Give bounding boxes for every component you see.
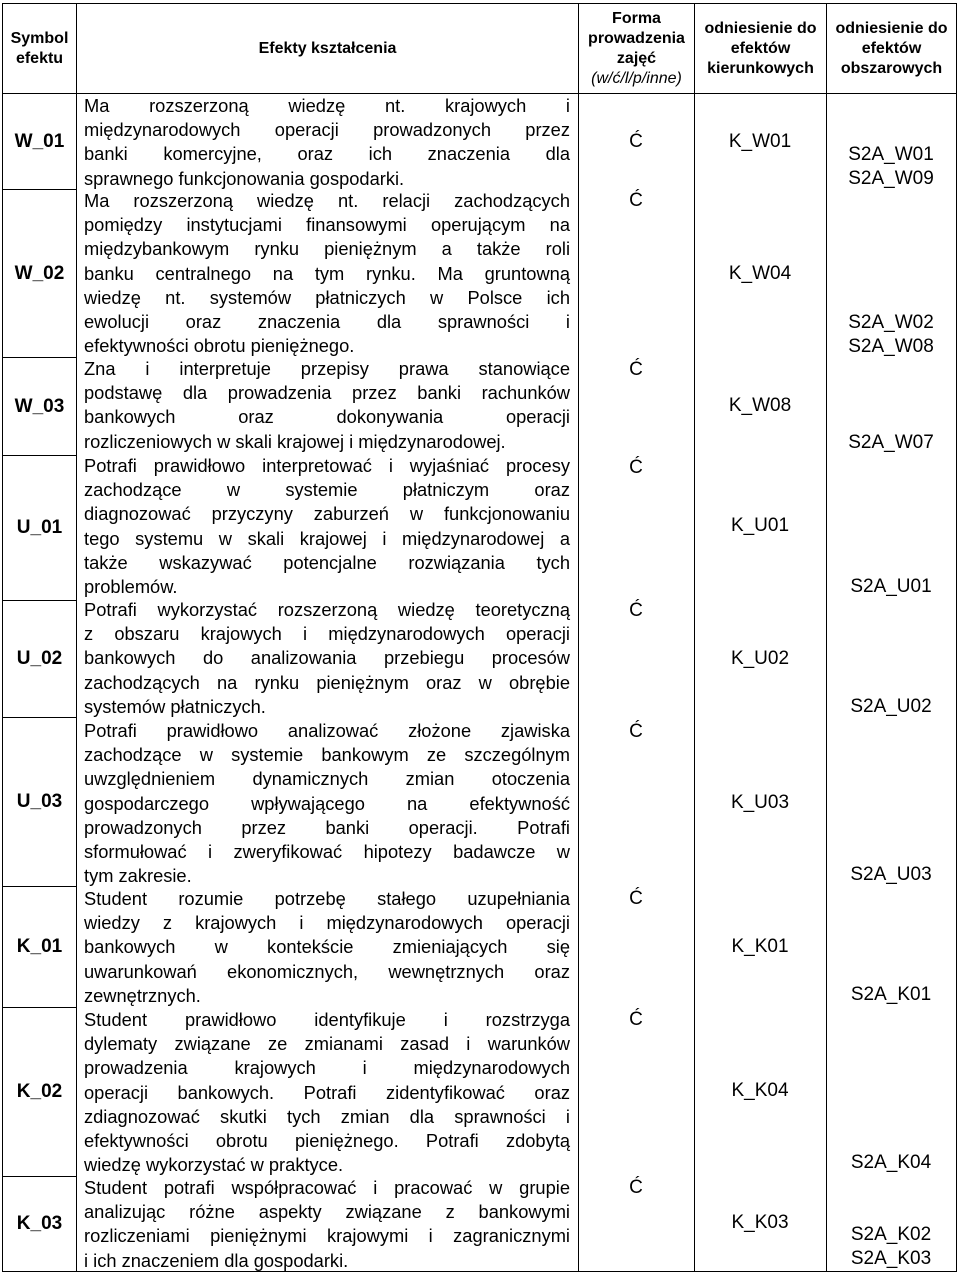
form-code: Ć [629, 1009, 643, 1030]
area-outcome-code: S2A_U01 [850, 576, 932, 597]
description-line: banku centralnego na tym rynku. Ma gruntowną [84, 262, 570, 284]
effect-description [84, 189, 570, 358]
area-outcome-ref [828, 1223, 954, 1271]
description-line: Zna i interpretuje przepisy prawa stanowiące [84, 358, 570, 379]
program-outcome-ref: K_U03 [730, 792, 790, 813]
program-outcome-ref: K_U02 [730, 648, 790, 669]
description-line: zachodzące w systemie płatniczym oraz [84, 479, 570, 501]
description-line: prowadzonych przez banki operacji. Potrafi [84, 816, 570, 838]
form-code: Ć [629, 1177, 643, 1198]
effect-description [84, 454, 570, 599]
area-outcome-code: S2A_K04 [850, 1152, 932, 1173]
description-line: problemów. [84, 576, 178, 598]
header-obszarowe: odniesienie do efektów obszarowych [835, 19, 948, 77]
header-form-title: Forma prowadzenia zajęć [588, 9, 685, 67]
description-line: Student prawidłowo identyfikuje i rozstrzyga [84, 1009, 570, 1030]
description-line: Potrafi wykorzystać rozszerzoną wiedzę teoretyczną [84, 599, 570, 620]
description-line: bankowych w kontekście zmieniających się [84, 936, 570, 958]
description-line: wiedzę wykorzystać w praktyce. [84, 1154, 344, 1176]
description-line: sprawnego funkcjonowania gospodarki. [84, 167, 405, 189]
area-outcome-code: S2A_W08 [848, 336, 934, 357]
description-line: analizując różne aspekty związane z bankowymi [84, 1201, 570, 1223]
area-outcome-ref [828, 695, 954, 719]
effect-description [84, 357, 570, 454]
form-code: Ć [629, 131, 643, 152]
area-outcome-code: S2A_K01 [850, 984, 932, 1005]
area-outcome-code: S2A_U02 [850, 696, 932, 717]
form-code: Ć [629, 600, 643, 621]
description-line: sformułować i zweryfikować hipotezy badawcze w [84, 841, 570, 863]
description-line: rozliczeniowych w skali krajowej i międzynarodowej. [84, 430, 506, 452]
row-symbol: U_03 [16, 791, 63, 812]
description-line: ewolucji oraz znaczenia dla sprawności i [84, 311, 570, 333]
description-line: zachodzące w systemie bankowym ze szczególnym [84, 744, 570, 766]
area-outcome-ref [828, 863, 954, 887]
area-outcome-ref [828, 575, 954, 599]
description-line: efektywności obrotu pieniężnego. [84, 335, 355, 357]
table-border-right [956, 3, 957, 1271]
description-line: zewnętrznych. [84, 984, 201, 1006]
description-line: tego systemu w skali krajowej i międzynarodowej a [84, 527, 570, 549]
form-code: Ć [629, 457, 643, 478]
header-effects: Efekty kształcenia [258, 39, 397, 57]
area-outcome-code: S2A_W02 [848, 312, 934, 333]
column-divider [578, 3, 579, 1271]
area-outcome-code: S2A_K03 [850, 1248, 932, 1269]
description-line: bankowych oraz dokonywania operacji [84, 406, 570, 428]
description-line: także wskazywać potencjalne rozwiązania tych [84, 551, 570, 573]
header-symbol: Symbol efektu [10, 29, 69, 67]
area-outcome-code: S2A_K02 [850, 1224, 932, 1245]
area-outcome-code: S2A_W01 [848, 144, 934, 165]
description-line: Ma rozszerzoną wiedzę nt. relacji zachodzących [84, 190, 570, 211]
effect-description [84, 887, 570, 1008]
form-code: Ć [629, 359, 643, 380]
description-line: systemów płatniczych. [84, 695, 266, 717]
description-line: bankowych do analizowania przebiegu procesów [84, 647, 570, 669]
description-line: międzybankowym rynku pieniężnym a także roli [84, 238, 570, 260]
form-code: Ć [629, 888, 643, 909]
header-form [579, 4, 694, 93]
row-symbol: W_03 [14, 395, 65, 417]
description-line: Student potrafi współpracować i pracować w grupie [84, 1177, 570, 1198]
area-outcome-ref [828, 143, 954, 191]
header-kierunkowe: odniesienie do efektów kierunkowych [704, 19, 817, 77]
area-outcome-ref [828, 311, 954, 359]
effect-description [84, 598, 570, 719]
description-line: efektywności obrotu pieniężnego. Potrafi zdobytą [84, 1130, 570, 1152]
description-line: diagnozować przyczyny zaburzeń w funkcjonowaniu [84, 503, 570, 525]
column-divider [826, 3, 827, 1271]
description-line: z obszaru krajowych i międzynarodowych operacji [84, 623, 570, 645]
description-line: uwarunkowań ekonomicznych, wewnętrznych oraz [84, 960, 570, 982]
area-outcome-ref [828, 1151, 954, 1175]
row-symbol: W_01 [14, 130, 65, 152]
description-line: pomiędzy instytucjami finansowymi operującym na [84, 214, 570, 236]
effect-description [84, 94, 570, 191]
description-line: i ich znaczeniem dla gospodarki. [84, 1249, 349, 1271]
description-line: międzynarodowych operacji prowadzonych przez [84, 119, 570, 141]
column-divider [694, 3, 695, 1271]
description-line: podstawę dla prowadzenia przez banki rachunków [84, 382, 570, 404]
program-outcome-ref: K_K03 [731, 1212, 789, 1233]
area-outcome-ref [828, 983, 954, 1007]
row-symbol: W_02 [14, 262, 65, 284]
description-line: Student rozumie potrzebę stałego uzupełniania [84, 888, 570, 909]
header-form-codes: (w/ć/l/p/inne) [591, 69, 682, 87]
area-outcome-code: S2A_W07 [848, 432, 934, 453]
description-line: rozliczeniami pieniężnymi krajowymi i zagranicznymi [84, 1225, 570, 1247]
form-code: Ć [629, 190, 643, 211]
description-line: wiedzę nt. systemów płatniczych w Polsce ich [84, 286, 570, 308]
program-outcome-ref: K_W08 [728, 395, 792, 416]
column-divider [76, 3, 77, 1271]
area-outcome-code: S2A_U03 [850, 864, 932, 885]
description-line: banki komercyjne, oraz ich znaczenia dla [84, 143, 570, 165]
program-outcome-ref: K_W01 [728, 131, 792, 152]
effect-description [84, 1008, 570, 1177]
description-line: Potrafi prawidłowo interpretować i wyjaśniać procesy [84, 455, 570, 476]
description-line: wiedzy z krajowych i międzynarodowych operacji [84, 912, 570, 934]
description-line: tym zakresie. [84, 865, 192, 887]
effect-description [84, 1176, 570, 1273]
description-line: Potrafi prawidłowo analizować złożone zjawiska [84, 720, 570, 741]
program-outcome-ref: K_W04 [728, 263, 792, 284]
description-line: zachodzących na rynku pieniężnym oraz w obrębie [84, 671, 570, 693]
description-line: dylematy związane ze zmianami zasad i warunków [84, 1033, 570, 1055]
description-line: operacji bankowych. Potrafi zidentyfikować oraz [84, 1081, 570, 1103]
description-line: zdiagnozować skutki tych zmian dla sprawności i [84, 1105, 570, 1127]
row-symbol: K_02 [16, 1081, 63, 1102]
row-symbol: U_01 [16, 517, 63, 538]
program-outcome-ref: K_K01 [731, 936, 789, 957]
row-symbol: K_03 [16, 1213, 63, 1234]
area-outcome-ref [828, 431, 954, 455]
row-symbol: U_02 [16, 648, 63, 669]
form-code: Ć [629, 721, 643, 742]
description-line: uwzględnieniem dynamicznych zmian otoczenia [84, 768, 570, 790]
description-line: gospodarczego wpływającego na efektywność [84, 792, 570, 814]
effect-description [84, 719, 570, 888]
description-line: prowadzenia krajowych i międzynarodowych [84, 1057, 570, 1079]
row-symbol: K_01 [16, 936, 63, 957]
program-outcome-ref: K_K04 [731, 1080, 789, 1101]
area-outcome-code: S2A_W09 [848, 168, 934, 189]
description-line: Ma rozszerzoną wiedzę nt. krajowych i [84, 95, 570, 116]
program-outcome-ref: K_U01 [730, 515, 790, 536]
